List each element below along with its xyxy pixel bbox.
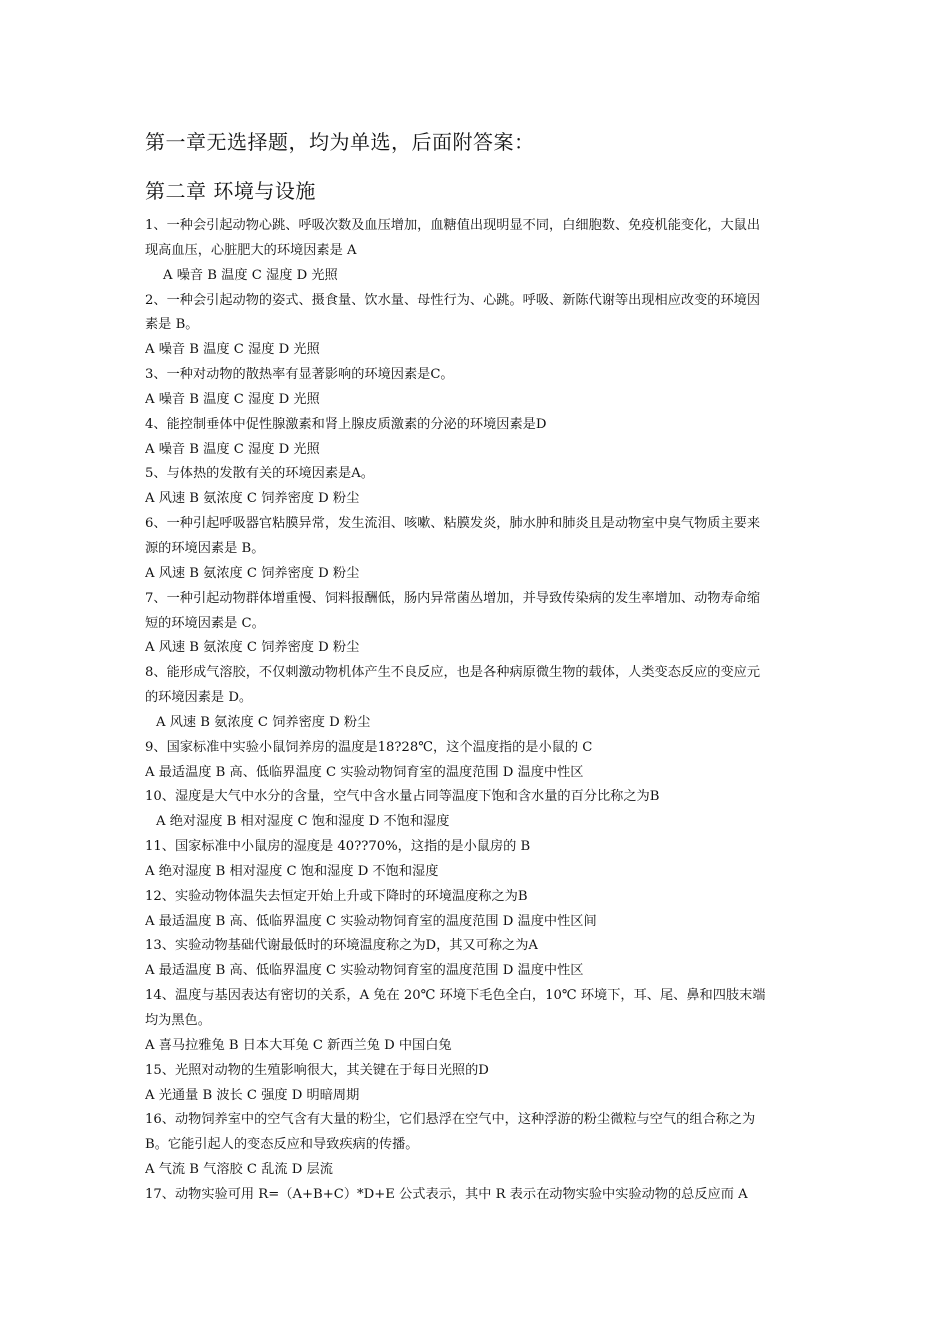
- text-line: 9、国家标准中实验小鼠饲养房的温度是18?28℃，这个温度指的是小鼠的 C: [145, 739, 593, 755]
- text-line: 2、一种会引起动物的姿式、摄食量、饮水量、母性行为、心跳。呼吸、新陈代谢等出现相应改变的环境因: [145, 292, 761, 308]
- answer-options: A 最适温度 B 高、低临界温度 C 实验动物饲育室的温度范围 D 温度中性区: [145, 764, 584, 780]
- answer-options: A 最适温度 B 高、低临界温度 C 实验动物饲育室的温度范围 D 温度中性区: [145, 963, 584, 979]
- answer-options: A 风速 B 氨浓度 C 饲养密度 D 粉尘: [145, 565, 360, 581]
- text-line: 17、动物实验可用 R=（A+B+C）*D+E 公式表示，其中 R 表示在动物实验中实验动物的总反应而 A: [145, 1186, 748, 1202]
- answer-options: A 绝对湿度 B 相对湿度 C 饱和湿度 D 不饱和湿度: [156, 814, 450, 830]
- answer-options: A 风速 B 氨浓度 C 饲养密度 D 粉尘: [156, 714, 371, 730]
- text-line: 4、能控制垂体中促性腺激素和肾上腺皮质激素的分泌的环境因素是D: [145, 416, 547, 432]
- text-line: 5、与体热的发散有关的环境因素是A。: [145, 466, 374, 482]
- answer-options: A 气流 B 气溶胶 C 乱流 D 层流: [145, 1162, 333, 1178]
- answer-options: A 光通量 B 波长 C 强度 D 明暗周期: [145, 1087, 360, 1103]
- text-line: 13、实验动物基础代谢最低时的环境温度称之为D，其又可称之为A: [145, 938, 538, 954]
- text-line: 3、一种对动物的散热率有显著影响的环境因素是C。: [145, 367, 454, 383]
- chapter-two-heading: 第二章 环境与设施: [145, 179, 316, 203]
- text-line: 现高血压，心脏肥大的环境因素是 A: [145, 242, 357, 258]
- text-line: 12、实验动物体温失去恒定开始上升或下降时的环境温度称之为B: [145, 888, 528, 904]
- answer-options: A 绝对湿度 B 相对湿度 C 饱和湿度 D 不饱和湿度: [145, 863, 439, 879]
- question-list: [145, 214, 815, 1208]
- text-line: 源的环境因素是 B。: [145, 540, 265, 556]
- text-line: 1、一种会引起动物心跳、呼吸次数及血压增加，血糖值出现明显不同，白细胞数、免疫机能变化，大鼠出: [145, 218, 761, 233]
- text-line: B。它能引起人的变态反应和导致疾病的传播。: [145, 1137, 419, 1153]
- text-line: 10、湿度是大气中水分的含量，空气中含水量占同等温度下饱和含水量的百分比称之为B: [145, 789, 660, 805]
- text-line: 7、一种引起动物群体增重慢、饲料报酬低，肠内异常菌丛增加，并导致传染病的发生率增加、动物寿命缩: [145, 590, 761, 606]
- text-line: 8、能形成气溶胶，不仅刺激动物机体产生不良反应，也是各种病原微生物的载体，人类变态反应的变应元: [145, 665, 761, 681]
- text-line: 短的环境因素是 C。: [145, 615, 265, 631]
- text-line: 的环境因素是 D。: [145, 690, 253, 706]
- answer-options: A 喜马拉雅兔 B 日本大耳兔 C 新西兰兔 D 中国白兔: [145, 1037, 452, 1053]
- text-line: 15、光照对动物的生殖影响很大，其关键在于每日光照的D: [145, 1062, 489, 1078]
- answer-options: A 噪音 B 温度 C 湿度 D 光照: [163, 267, 338, 283]
- answer-options: A 噪音 B 温度 C 湿度 D 光照: [145, 391, 320, 407]
- text-line: 16、动物饲养室中的空气含有大量的粉尘，它们悬浮在空气中，这种浮游的粉尘微粒与空气的组合称之为: [145, 1112, 756, 1128]
- text-line: 14、温度与基因表达有密切的关系，A 兔在 20℃ 环境下毛色全白，10℃ 环境下，耳、尾、鼻和四肢末端: [145, 988, 766, 1004]
- answer-options: A 噪音 B 温度 C 湿度 D 光照: [145, 441, 320, 457]
- text-line: 11、国家标准中小鼠房的湿度是 40??70%，这指的是小鼠房的 B: [145, 839, 531, 855]
- chapter-one-heading: 第一章无选择题，均为单选，后面附答案：: [145, 130, 535, 154]
- answer-options: A 风速 B 氨浓度 C 饲养密度 D 粉尘: [145, 491, 360, 507]
- answer-options: A 风速 B 氨浓度 C 饲养密度 D 粉尘: [145, 640, 360, 656]
- answer-options: A 噪音 B 温度 C 湿度 D 光照: [145, 342, 320, 358]
- answer-options: A 最适温度 B 高、低临界温度 C 实验动物饲育室的温度范围 D 温度中性区间: [145, 913, 597, 929]
- text-line: 素是 B。: [145, 317, 199, 333]
- text-line: 均为黑色。: [145, 1013, 211, 1028]
- text-line: 6、一种引起呼吸器官粘膜异常，发生流泪、咳嗽、粘膜发炎，肺水肿和肺炎且是动物室中臭气物质主要来: [145, 516, 761, 532]
